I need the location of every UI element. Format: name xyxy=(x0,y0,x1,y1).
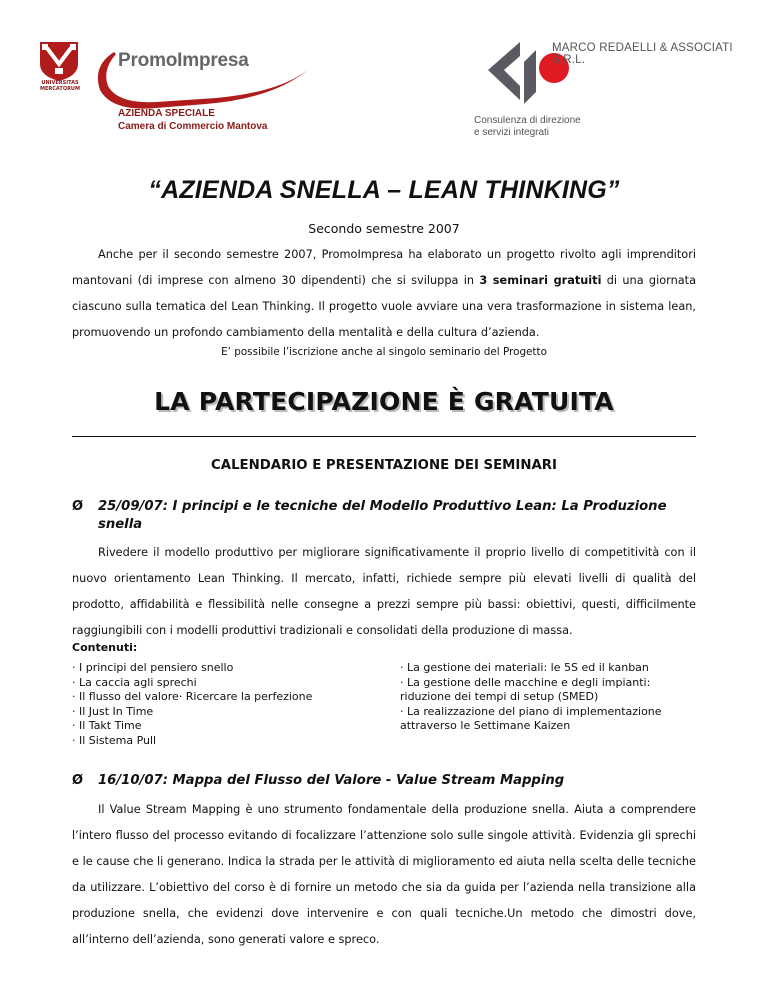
list-item: · La realizzazione del piano di implementazione xyxy=(400,704,662,718)
document-subtitle: Secondo semestre 2007 xyxy=(308,221,460,236)
list-item: · La gestione dei materiali: le 5S ed il kanban xyxy=(400,661,649,674)
redaelli-name: MARCO REDAELLI & ASSOCIATI S.R.L. xyxy=(552,42,733,66)
redaelli-tagline-1: Consulenza di direzione xyxy=(474,115,581,126)
list-item: riduzione dei tempi di setup (SMED) xyxy=(400,690,599,704)
list-item: · Il Sistema Pull xyxy=(72,733,157,747)
intro-paragraph xyxy=(72,242,696,346)
contents-list-left xyxy=(72,661,372,749)
list-item: · Il Just In Time xyxy=(72,704,154,718)
seminar-2-title: 16/10/07: Mappa del Flusso del Valore - Value Stream Mapping xyxy=(98,773,565,788)
arrow-bullet-icon: Ø xyxy=(72,499,84,514)
promoimpresa-logo xyxy=(36,36,276,132)
redaelli-tagline-2: e servizi integrati xyxy=(474,127,550,138)
contents-label: Contenuti: xyxy=(72,641,138,654)
list-item: · La gestione delle macchine e degli impianti: xyxy=(400,675,651,689)
calendar-heading: CALENDARIO E PRESENTAZIONE DEI SEMINARI xyxy=(211,458,557,473)
intro-highlight: 3 seminari gratuiti xyxy=(479,274,602,287)
seminar-1-description-text: Rivedere il modello produttivo per migliorare significativamente il proprio livello di competitività con il nuovo orientamento Lean Thinking. Il mercato, infatti, richiede sempre più elevati livelli di qualità del prodotto, affidabilità e flessibilità nelle consegne a prezzi sempre più bassi: obiettivi, questi, difficilmente raggiungibili con i modelli produttivi tradizionali e consolidati della produzione di massa. xyxy=(72,546,696,637)
redaelli-logo xyxy=(456,30,746,142)
seminar-1-heading xyxy=(72,498,692,534)
promoimpresa-name: PromoImpresa xyxy=(118,50,249,71)
enrollment-note: E’ possibile l’iscrizione anche al singolo seminario del Progetto xyxy=(221,346,547,358)
list-item: · La caccia agli sprechi xyxy=(72,675,197,689)
crest-text: UNIVERSITAS MERCATORUM xyxy=(40,80,80,92)
promoimpresa-line1: AZIENDA SPECIALE xyxy=(118,108,215,119)
seminar-1-description xyxy=(72,540,696,644)
list-item: · Il flusso del valore· Ricercare la perfezione xyxy=(72,690,313,704)
intro-text-start: Anche per il secondo semestre 2007, PromoImpresa ha elaborato un progetto rivolto agli imprenditori mantovani (di imprese con almeno 30 dipendenti) che si sviluppa in xyxy=(72,248,696,287)
list-item: · I principi del pensiero snello xyxy=(72,661,234,674)
seminar-1-title: 25/09/07: I principi e le tecniche del Modello Produttivo Lean: La Produzione snella xyxy=(98,499,667,532)
intro-text-end: di una giornata ciascuno sulla tematica del Lean Thinking. Il progetto vuole avviare una vera trasformazione in sistema lean, promuovendo un profondo cambiamento della mentalità e della cultura d’azienda. xyxy=(72,274,697,339)
university-crest-icon xyxy=(36,38,82,82)
promoimpresa-line2: Camera di Commercio Mantova xyxy=(118,121,268,132)
list-item: attraverso le Settimane Kaizen xyxy=(400,719,571,733)
seminar-2-heading xyxy=(72,772,692,790)
divider xyxy=(72,436,696,437)
free-participation-banner: LA PARTECIPAZIONE È GRATUITA xyxy=(154,387,614,416)
document-title: “AZIENDA SNELLA – LEAN THINKING” xyxy=(148,176,620,204)
list-item: · Il Takt Time xyxy=(72,719,142,733)
seminar-2-description xyxy=(72,797,696,953)
seminar-2-description-text: Il Value Stream Mapping è uno strumento fondamentale della produzione snella. Aiuta a comprendere l’intero flusso del processo evitando di focalizzare l’attenzione solo sulle singole attività. Evidenzia gli sprechi e le cause che li generano. Indica la strada per le attività di miglioramento ed aiuta nella scelta delle tecniche da utilizzare. L’obiettivo del corso è di fornire un metodo che sia da guida per l’azienda nella transizione alla produzione snella, che evidenzi dove intervenire e con quali tecniche.Un metodo che dimostri dove, all’interno dell’azienda, sono generati valore e spreco. xyxy=(72,803,696,946)
contents-list-right xyxy=(400,661,696,734)
arrow-bullet-icon: Ø xyxy=(72,773,84,788)
